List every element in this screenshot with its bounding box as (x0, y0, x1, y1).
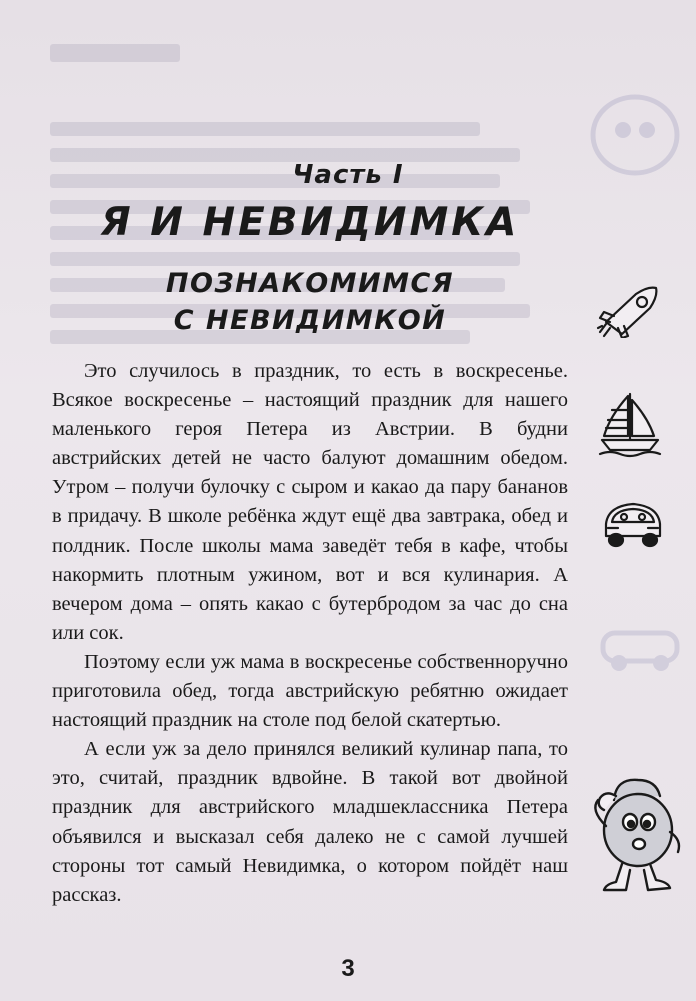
paragraph: Это случилось в праздник, то есть в воскресенье. Всякое воскресенье – настоящий праздник для нашего маленького героя Петера из Австрии. В будни австрийских детей не часто балуют домашним обедом. Утром – получи булочку с сыром и какао да пару бананов в придачу. В школе ребёнка ждут ещё два завтрака, обед и полдник. После школы мама заведёт тебя в кафе, чтобы накормить плотным ужином, вот и вся кулинария. А вечером дома – опять какао с бутербродом за час до сна или сок. (52, 360, 568, 644)
rocket-icon (596, 282, 662, 338)
chapter-title: Я И НЕВИДИМКА (100, 200, 520, 245)
sailboat-icon (598, 390, 664, 458)
page-number: 3 (341, 955, 355, 982)
section-title-line2: С НЕВИДИМКОЙ (173, 305, 447, 336)
body-text (52, 357, 568, 910)
paragraph: А если уж за дело принялся великий кулинар папа, то это, считай, праздник вдвойне. В такой вот двойной праздник для австрийского младшеклассника Петера объявился и высказал себя далеко не с самой лучшей стороны тот самый Невидимка, о котором пойдёт наш рассказ. (52, 738, 568, 906)
round-character-icon (586, 770, 686, 898)
section-title-line1: ПОЗНАКОМИМСЯ (165, 268, 455, 299)
show-through-car-icon (595, 615, 685, 675)
car-icon (600, 498, 666, 550)
paragraph: Поэтому если уж мама в воскресенье собственноручно приготовила обед, тогда австрийскую ребятню ожидает настоящий праздник на столе под белой скатертью. (52, 650, 568, 732)
part-label: Часть I (292, 160, 404, 190)
